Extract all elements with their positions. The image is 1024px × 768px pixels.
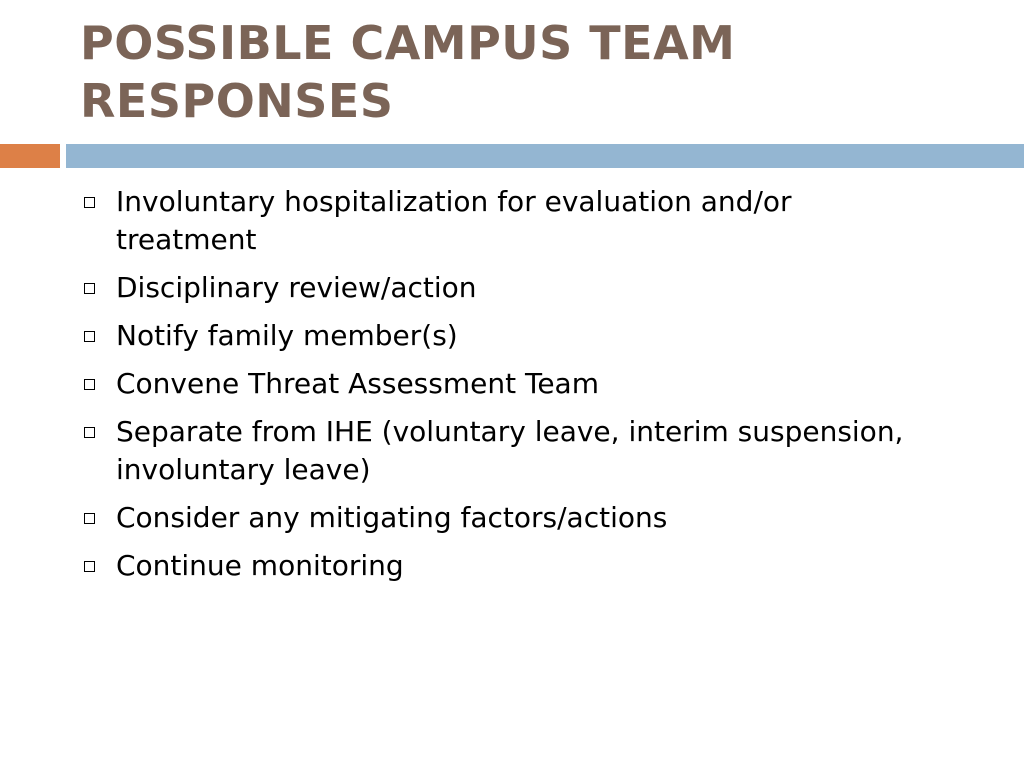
hollow-square-bullet-icon (84, 379, 95, 390)
hollow-square-bullet-icon (84, 331, 95, 342)
bullet-item (80, 317, 920, 355)
hollow-square-bullet-icon (84, 197, 95, 208)
bullet-item (80, 183, 920, 259)
title-accent-bar-orange (0, 144, 60, 168)
bullet-item (80, 499, 920, 537)
bullet-list (80, 183, 920, 595)
title-accent-bar-blue (66, 144, 1024, 168)
bullet-text: Consider any mitigating factors/actions (116, 501, 668, 534)
bullet-text: Continue monitoring (116, 549, 404, 582)
hollow-square-bullet-icon (84, 513, 95, 524)
bullet-text: Notify family member(s) (116, 319, 458, 352)
bullet-text: Disciplinary review/action (116, 271, 477, 304)
bullet-item (80, 365, 920, 403)
slide-title: POSSIBLE CAMPUS TEAM RESPONSES (80, 16, 736, 128)
bullet-item (80, 413, 920, 489)
hollow-square-bullet-icon (84, 427, 95, 438)
bullet-text: Involuntary hospitalization for evaluation and/or treatment (116, 185, 792, 256)
bullet-text: Separate from IHE (voluntary leave, interim suspension, involuntary leave) (116, 415, 904, 486)
hollow-square-bullet-icon (84, 283, 95, 294)
hollow-square-bullet-icon (84, 561, 95, 572)
bullet-item (80, 269, 920, 307)
bullet-text: Convene Threat Assessment Team (116, 367, 599, 400)
bullet-item (80, 547, 920, 585)
